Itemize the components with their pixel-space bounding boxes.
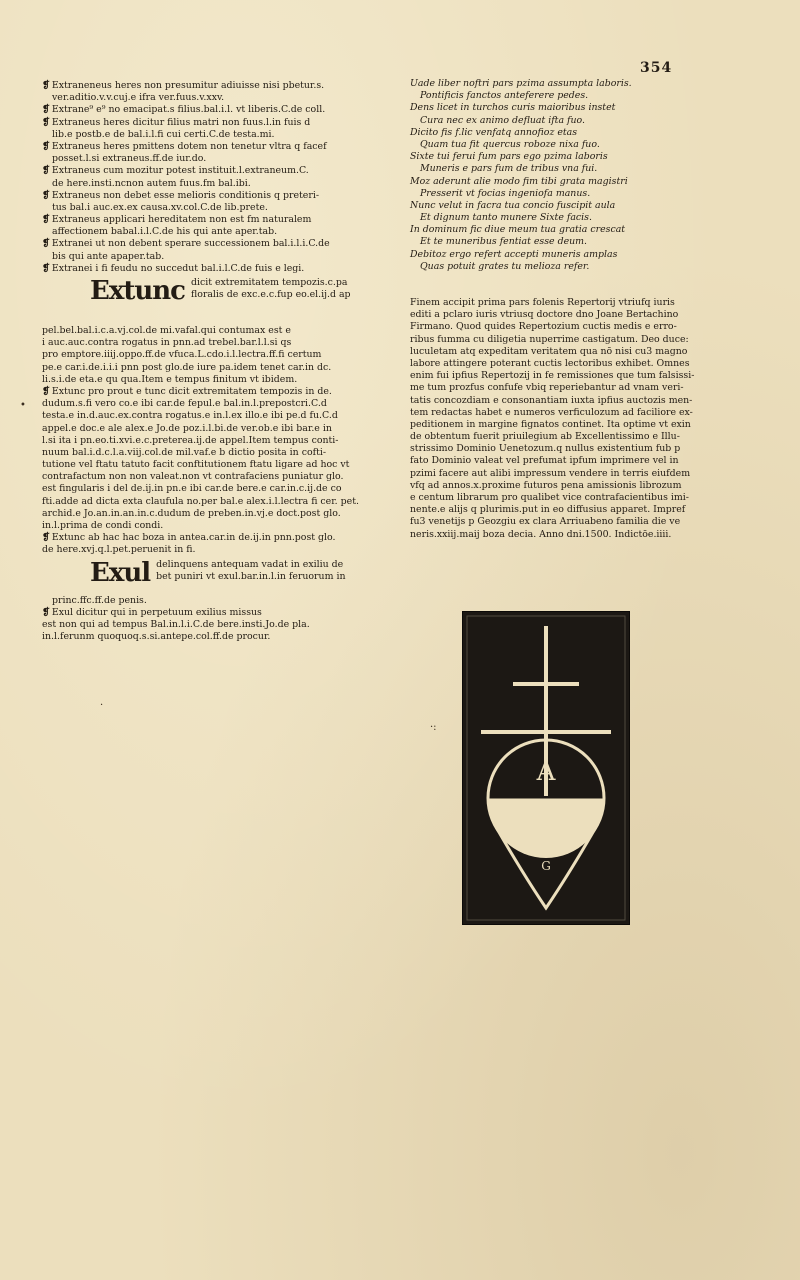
dictionary-entry-line — [42, 178, 347, 190]
line-text: Extraneus non debet esse melioris conditionis q preteri- — [51, 189, 319, 201]
line-text: ver.aditio.v.v.cuj.e ifra ver.fuus.v.xxv. — [52, 92, 225, 104]
line-text: Et te muneribus fentiat esse deum. — [420, 236, 588, 248]
colophon-line — [410, 492, 700, 504]
line-text: floralis de exc.e.c.fup eo.el.ij.d ap — [190, 289, 351, 301]
dictionary-entry-line — [42, 129, 347, 141]
paragraph-mark-icon: ❡ — [42, 80, 50, 91]
paragraph-mark-icon: ❡ — [42, 165, 50, 177]
line-text: e centum librarum pro qualibet vice contrafacientibus imi- — [410, 492, 689, 503]
line-text: Uade liber noftri pars pzima assumpta laboris. — [410, 78, 632, 89]
left-column — [42, 80, 359, 643]
extunc-entry — [42, 276, 359, 557]
exul-headword: Exul — [90, 557, 151, 588]
extunc-line — [42, 337, 347, 349]
line-text: de obtentum fuerit priuilegium ab Excellentissimo e Illu- — [410, 431, 680, 443]
colophon-line — [410, 529, 700, 541]
line-text: de here.insti.ncnon autem fuus.fm bal.ibi. — [52, 177, 251, 189]
line-text: luculetam atq expeditam veritatem qua nō nisi cu3 magno — [410, 345, 688, 357]
line-text: posset.l.si extraneus.ff.de iur.do. — [52, 153, 207, 165]
paragraph-mark-icon: ❡ — [42, 214, 50, 226]
extunc-line — [42, 277, 347, 289]
extunc-line — [42, 325, 347, 337]
line-text: archid.e Jo.an.in.an.in.c.dudum de preben.in.vj.e doct.post glo. — [42, 507, 341, 519]
line-text: neris.xxiij.maij boza decia. Anno dni.1500. Indictōe.iiii. — [410, 528, 672, 540]
line-text: fu3 venetijs p Geozgiu ex clara Arriuabeno familia die ve — [410, 516, 681, 528]
ink-speck: · — [100, 700, 104, 711]
line-text: Et dignum tanto munere Sixte facis. — [420, 212, 592, 224]
poem-verse — [410, 188, 700, 200]
line-text: pel.bel.bal.i.c.a.vj.col.de mi.vafal.qui contumax est e — [42, 325, 291, 336]
line-text: Extunc ab hac hac boza in antea.car.in de.ij.in pnn.post glo. — [51, 532, 336, 544]
colophon-line — [410, 516, 700, 528]
printers-device — [463, 612, 629, 924]
entry-list — [42, 80, 347, 275]
extunc-line — [42, 423, 347, 435]
poem-verse — [410, 224, 700, 236]
extunc-line — [42, 544, 347, 556]
ink-speck: • — [20, 400, 26, 411]
line-text: est fingularis i del de.ij.in pn.e ibi car.de bere.e car.in.c.ij.de co — [42, 483, 342, 495]
line-text: fato Dominio valeat vel prefumat ipfum imprimere vel in — [410, 455, 679, 467]
line-text: est non qui ad tempus Bal.in.l.i.C.de bere.insti.Jo.de pla. — [42, 618, 310, 630]
line-text: Extraneus heres pmittens dotem non tenetur vltra q facef — [51, 140, 327, 152]
dictionary-entry-line — [42, 226, 347, 238]
dedicatory-poem — [410, 78, 700, 273]
colophon-line — [410, 480, 700, 492]
colophon-line — [410, 321, 700, 333]
extunc-line — [42, 435, 347, 447]
poem-verse — [410, 127, 700, 139]
line-text: Moz aderunt alie modo fim tibi grata magistri — [410, 175, 628, 187]
poem-verse — [410, 249, 700, 261]
dictionary-entry-line — [42, 214, 347, 226]
paragraph-mark-icon: ❡ — [42, 104, 50, 116]
line-text: Dicito fis f.lic venfatq annofioz etas — [410, 126, 578, 138]
colophon-line — [410, 443, 700, 455]
exul-entry — [42, 559, 347, 644]
line-text: strissimo Dominio Uenetozum.q nullus existentium fub p — [410, 443, 681, 455]
colophon — [410, 297, 700, 541]
device-letter-a: A — [536, 757, 556, 787]
poem-verse — [410, 102, 700, 114]
extunc-line — [42, 495, 359, 508]
exul-line — [42, 607, 347, 619]
poem-verse — [410, 163, 700, 175]
colophon-line — [410, 395, 700, 407]
line-text: li.s.i.de eta.e qu qua.Item e tempus finitum vt ibidem. — [42, 373, 298, 385]
dictionary-entry-line — [42, 141, 347, 153]
line-text: editi a pclaro iuris vtriusq doctore dno Joane Bertachino — [410, 309, 679, 321]
line-text: Sixte tui ferui fum pars ego pzima laboris — [410, 151, 608, 163]
exul-line — [42, 571, 347, 583]
printers-mark-icon — [463, 612, 629, 924]
line-text: appel.e doc.e ale alex.e Jo.de poz.i.l.bi.de ver.ob.e ibi bar.e in — [42, 422, 332, 434]
poem-verse — [410, 212, 700, 224]
line-text: dudum.s.fi vero co.e ibi car.de fepul.e bal.in.l.prepostcri.C.d — [42, 398, 327, 410]
line-text: pe.e car.i.de.i.i.i pnn post glo.de iure pa.idem tenet car.in dc. — [42, 361, 332, 373]
extunc-line — [42, 374, 347, 386]
line-text: Extranei i fi feudu no succedut bal.i.l.C.de fuis e legi. — [51, 262, 305, 274]
line-text: bis qui ante apaper.tab. — [52, 250, 165, 262]
dictionary-entry-line — [42, 80, 347, 92]
paragraph-mark-icon: ❡ — [42, 606, 50, 618]
extunc-line — [42, 447, 347, 459]
line-text: Extrane⁹ e⁹ no emacipat.s filius.bal.i.l. vt liberis.C.de coll. — [51, 104, 326, 116]
line-text: Firmano. Quod quides Repertozium cuctis medis e erro- — [410, 321, 677, 333]
line-text: dicit extremitatem tempozis.c.pa — [190, 277, 348, 288]
poem-verse — [410, 261, 700, 273]
colophon-line — [410, 455, 700, 467]
extunc-line — [42, 386, 347, 398]
line-text: nente.e alijs q plurimis.put in eo diffusius apparet. Impref — [410, 504, 686, 516]
dictionary-entry-line — [42, 251, 347, 263]
dictionary-entry-line — [42, 104, 347, 116]
extunc-line — [42, 459, 350, 471]
line-text: labore attingere poterant cuctis lectoribus exhibet. Omnes — [410, 357, 690, 369]
line-text: Extraneus cum mozitur potest instituit.l.extraneum.C. — [51, 165, 309, 177]
line-text: Quas potuit grates tu melioza refer. — [420, 260, 590, 272]
colophon-line — [410, 358, 700, 370]
line-text: princ.ffc.ff.de penis. — [52, 594, 147, 606]
line-text: affectionem babal.i.l.C.de his qui ante aper.tab. — [52, 226, 278, 238]
paragraph-mark-icon: ❡ — [42, 385, 50, 397]
dictionary-entry-line — [42, 153, 347, 165]
line-text: Pontificis fanctos anteferere pedes. — [420, 90, 589, 102]
paragraph-mark-icon: ❡ — [42, 189, 50, 201]
line-text: Exul dicitur qui in perpetuum exilius missus — [51, 606, 262, 618]
poem-verse — [410, 78, 700, 90]
dictionary-entry-line — [42, 165, 347, 177]
exul-line — [42, 619, 347, 631]
poem-verse — [410, 90, 700, 102]
colophon-line — [410, 382, 700, 394]
line-text: tem redactas habet e numeros verficulozum ad faciliore ex- — [410, 406, 693, 418]
extunc-line — [42, 508, 347, 520]
line-text: pzimi facere aut alibi impressum vendere in terris eiufdem — [410, 467, 691, 479]
line-text: testa.e in.d.auc.ex.contra rogatus.e in.l.ex illo.e ibi pe.d fu.C.d — [42, 410, 338, 422]
right-column — [410, 78, 700, 541]
exul-line — [42, 631, 347, 643]
extunc-line — [42, 471, 347, 483]
colophon-line — [410, 370, 700, 382]
device-letter-g: G — [541, 859, 551, 873]
line-text: Muneris e pars fum de tribus vna fui. — [420, 163, 598, 175]
line-text: tatis concozdiam e consonantiam iuxta ipfius auctozis men- — [410, 394, 693, 406]
line-text: Extraneus heres dicitur filius matri non fuus.l.in fuis d — [51, 116, 311, 128]
dictionary-entry-line — [42, 202, 347, 214]
paragraph-mark-icon: ❡ — [42, 140, 50, 152]
line-text: Extraneus applicari hereditatem non est fm naturalem — [51, 214, 312, 226]
line-text: Extranei ut non debent sperare successionem bal.i.l.i.C.de — [51, 238, 330, 250]
ink-speck: ·: — [430, 722, 437, 733]
line-text: lib.e postb.e de bal.i.l.fi cui certi.C.de testa.mi. — [52, 128, 275, 140]
paragraph-mark-icon: ❡ — [42, 116, 50, 128]
folio-number: 354 — [640, 60, 673, 76]
colophon-line — [410, 309, 700, 321]
line-text: Extraneneus heres non presumitur adiuisse nisi pbetur.s. — [51, 80, 325, 91]
extunc-line — [42, 349, 347, 361]
line-text: nuum bal.i.d.c.l.a.viij.col.de mil.vaf.e b dictio posita in cofti- — [42, 446, 326, 458]
dictionary-entry-line — [42, 117, 347, 129]
line-text: i auc.auc.contra rogatus in pnn.ad trebel.bar.l.l.si qs — [42, 337, 292, 349]
line-text: vfq ad annos.x.proxime futuros pena amissionis librozum — [410, 479, 682, 491]
line-text: Dens licet in turchos curis maioribus instet — [410, 102, 616, 114]
colophon-line — [410, 468, 700, 480]
line-text: Nunc velut in facra tua concio fuscipit aula — [410, 199, 616, 211]
colophon-line — [410, 346, 700, 358]
line-text: tus bal.i auc.ex.ex causa.xv.col.C.de lib.prete. — [52, 201, 268, 213]
colophon-line — [410, 334, 700, 346]
line-text: tutione vel ftatu tatuto facit conftitutionem ftatu ligare ad hoc vt — [42, 459, 350, 471]
colophon-line — [410, 431, 700, 443]
extunc-headword: Extunc — [90, 276, 185, 306]
extunc-line — [42, 362, 347, 374]
line-text: ribus fumma cu diligetia nuperrime castigatum. Deo duce: — [410, 333, 689, 345]
colophon-line — [410, 504, 700, 516]
poem-verse — [410, 236, 700, 248]
line-text: Extunc pro prout e tunc dicit extremitatem tempozis in de. — [51, 385, 332, 397]
poem-verse — [410, 200, 700, 212]
line-text: contrafactum non non valeat.non vt contrafaciens puniatur glo. — [42, 471, 344, 483]
line-text: Quam tua fit quercus roboze nixa fuo. — [420, 138, 600, 150]
line-text: Finem accipit prima pars folenis Repertorij vtriufq iuris — [410, 297, 675, 308]
line-text: peditionem in margine fignatos continet. Ita optime vt exin — [410, 418, 691, 430]
line-text: In dominum fic diue meum tua gratia crescat — [410, 224, 626, 236]
extunc-line — [42, 483, 347, 495]
paragraph-mark-icon: ❡ — [42, 532, 50, 544]
line-text: l.si ita i pn.eo.ti.xvi.e.c.preterea.ij.de appel.Item tempus conti- — [42, 434, 339, 446]
line-text: in.l.ferunm quoquoq.s.si.antepe.col.ff.de procur. — [42, 631, 271, 643]
poem-verse — [410, 115, 700, 127]
exul-line — [42, 595, 347, 607]
paragraph-mark-icon: ❡ — [42, 238, 50, 250]
extunc-line — [42, 532, 347, 544]
colophon-line — [410, 407, 700, 419]
line-text: me tum prozfus confufe vbiq reperiebantur ad vnam veri- — [410, 382, 684, 394]
dictionary-entry-line — [42, 263, 347, 275]
poem-verse — [410, 151, 700, 163]
colophon-line — [410, 297, 700, 309]
line-text: bet puniri vt exul.bar.in.l.in feruorum in — [156, 570, 346, 582]
line-text: in.l.prima de condi condi. — [42, 520, 164, 531]
line-text: fti.adde ad dicta exta claufula no.per bal.e alex.i.l.lectra fi cer. pet. — [42, 495, 359, 507]
colophon-line — [410, 419, 700, 431]
extunc-line — [42, 520, 347, 532]
line-text: Cura nec ex animo defluat ifta fuo. — [420, 114, 585, 126]
line-text: pro emptore.iiij.oppo.ff.de vfuca.L.cdo.i.l.lectra.ff.fi certum — [42, 349, 322, 361]
line-text: Presserit vt focias ingeniofa manus. — [420, 187, 591, 199]
paragraph-mark-icon: ❡ — [42, 262, 50, 274]
poem-verse — [410, 176, 700, 188]
extunc-line — [42, 398, 347, 410]
dictionary-entry-line — [42, 92, 347, 104]
line-text: Debitoz ergo refert accepti muneris amplas — [410, 248, 618, 260]
line-text: delinquens antequam vadat in exiliu de — [156, 558, 344, 570]
poem-verse — [410, 139, 700, 151]
extunc-line — [42, 410, 347, 422]
line-text: de here.xvj.q.l.pet.peruenit in fi. — [42, 544, 196, 556]
dictionary-entry-line — [42, 238, 347, 250]
line-text: enim fui ipfius Repertozij in fe remissiones que tum falsissi- — [410, 370, 695, 382]
exul-line — [42, 559, 347, 571]
extunc-line — [42, 289, 351, 301]
dictionary-entry-line — [42, 190, 347, 202]
